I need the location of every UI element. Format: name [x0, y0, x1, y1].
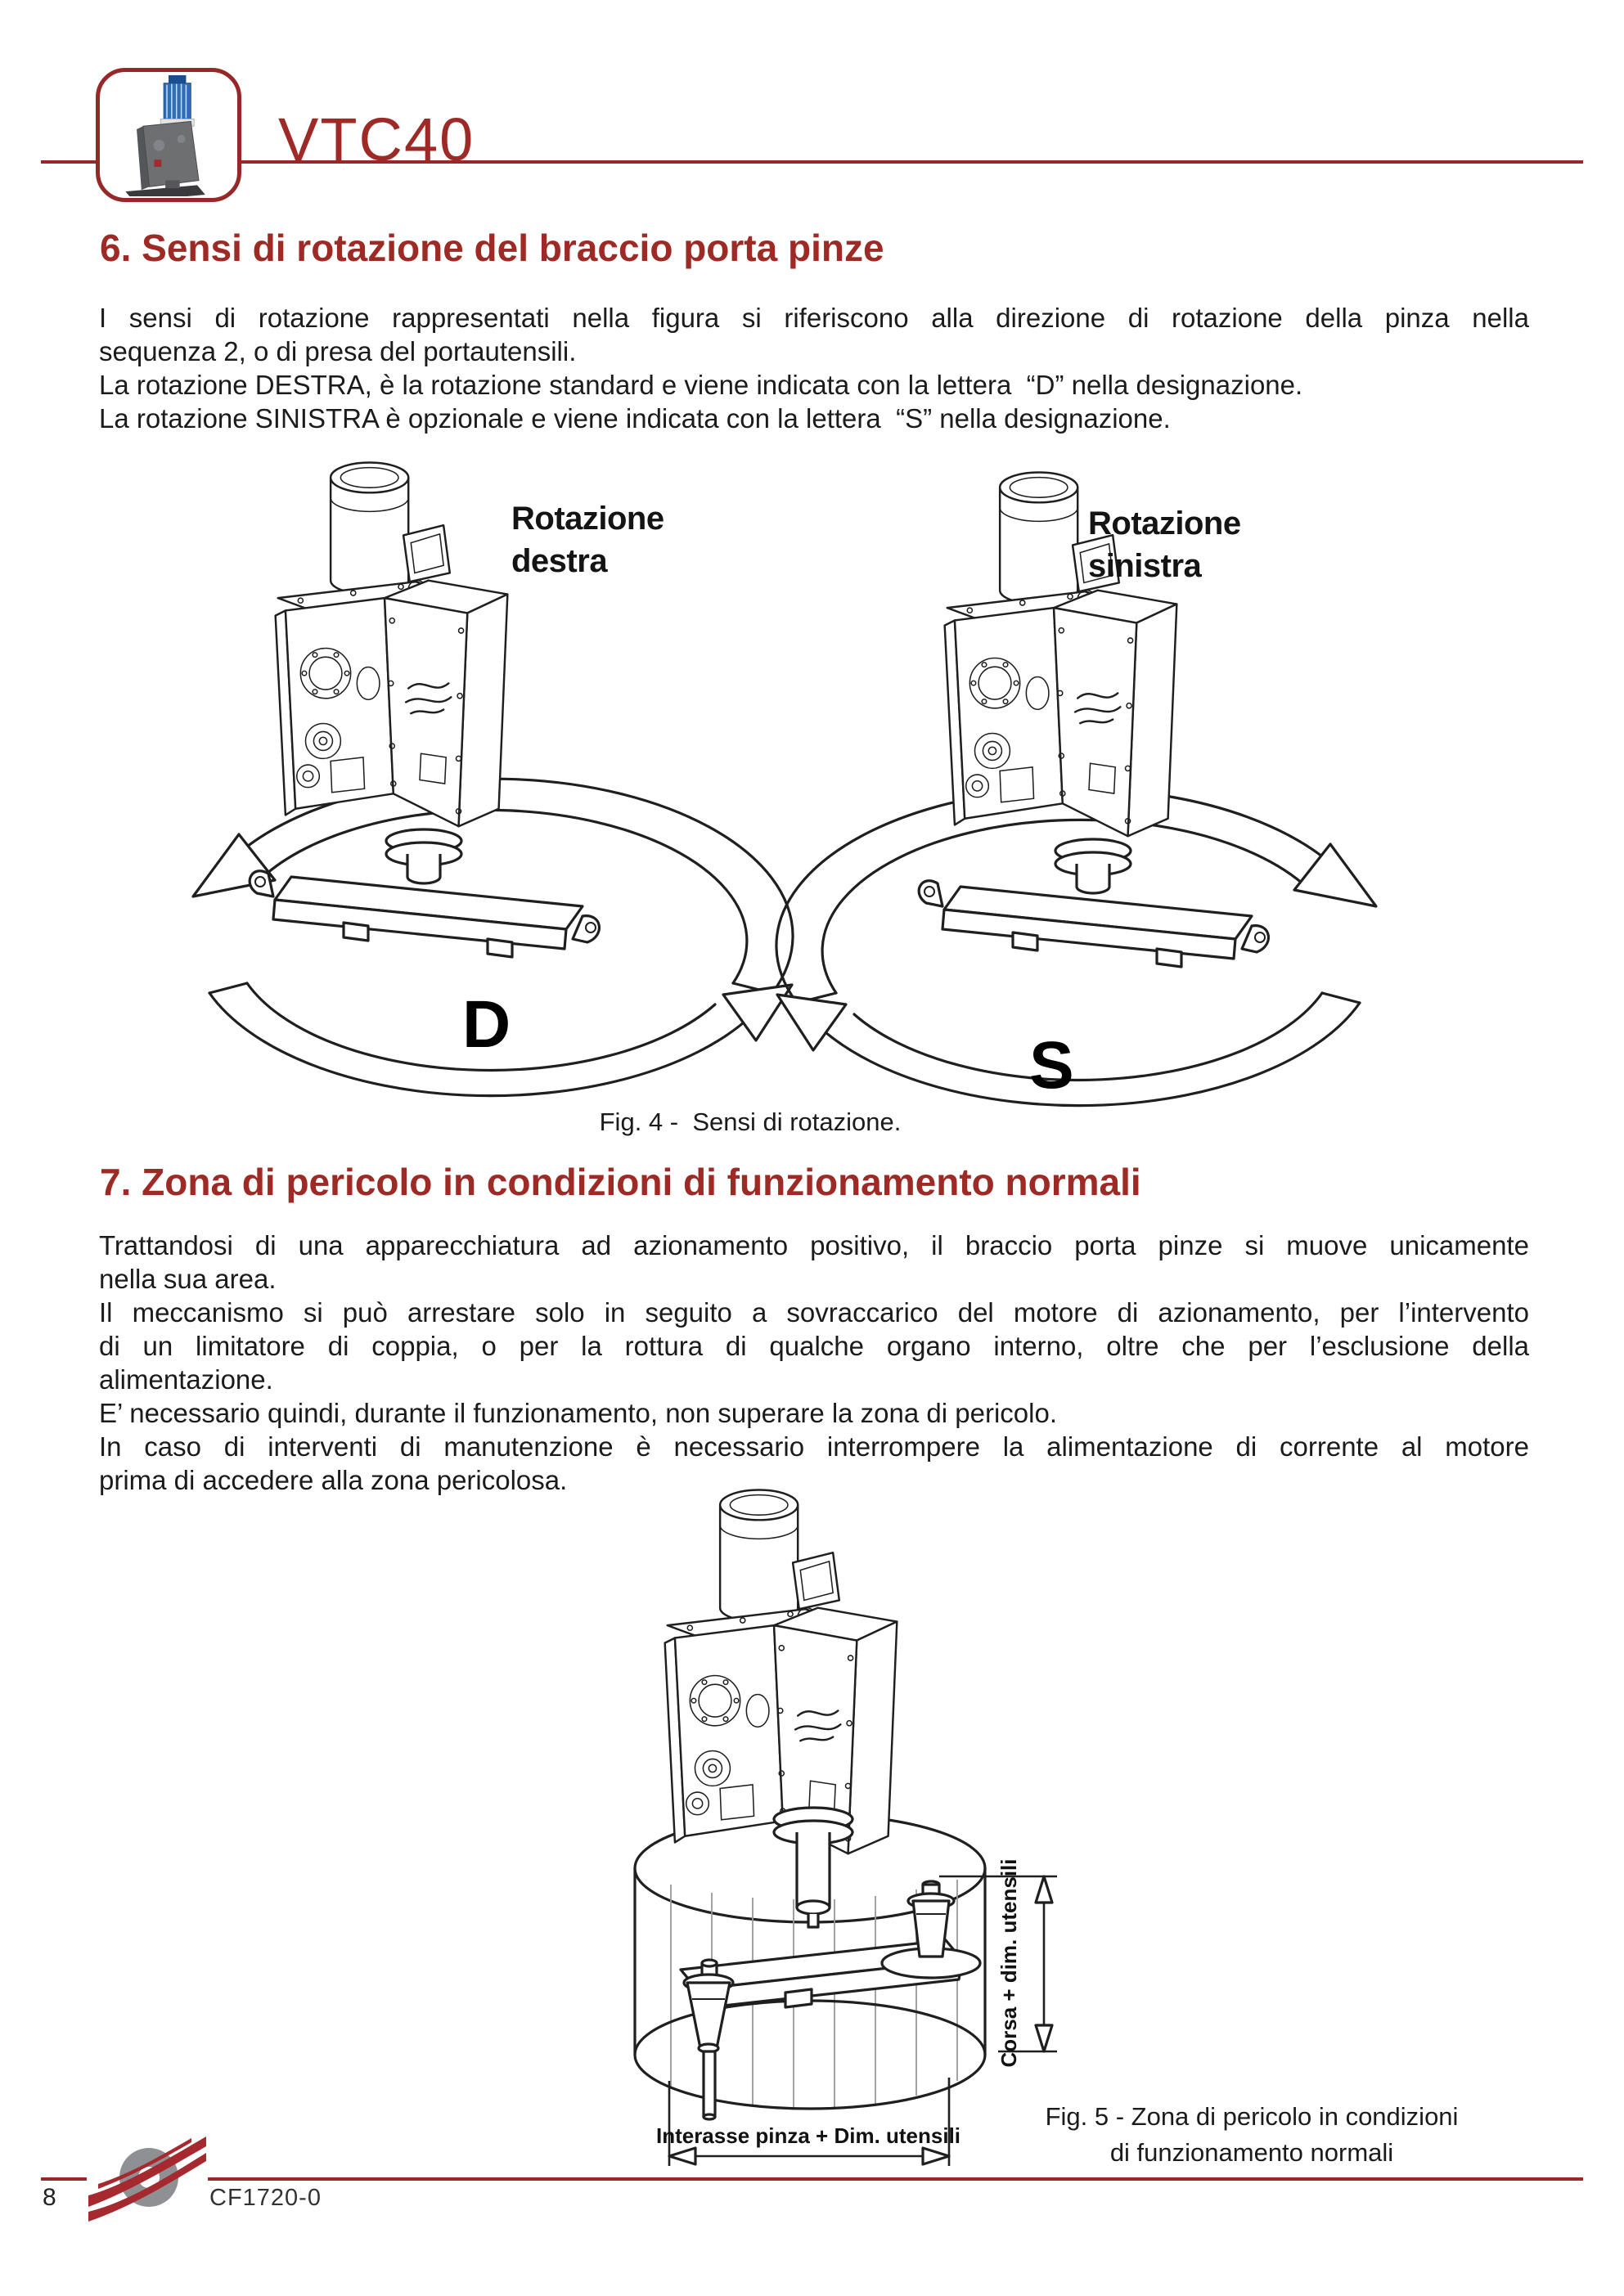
- header-logo-box: [96, 68, 241, 202]
- rotation-right-drawing: [98, 448, 802, 1103]
- gripper-arm: [250, 829, 599, 957]
- body-line: La rotazione SINISTRA è opzionale e viene indicata con la lettera “S” nella designazione.: [99, 403, 1171, 434]
- rotation-right-label: [511, 497, 664, 582]
- page-number: 8: [43, 2184, 56, 2211]
- rotation-left-label: [1088, 502, 1241, 587]
- body-line: In caso di interventi di manutenzione è necessario interrompere la alimentazione di corrente al motore: [99, 1431, 1529, 1462]
- body-line: Trattandosi di una apparecchiatura ad azionamento positivo, il braccio porta pinze si muove unicamente: [99, 1230, 1529, 1260]
- rotation-ring-back: [776, 789, 1376, 1003]
- body-line: prima di accedere alla zona pericolosa.: [99, 1465, 568, 1495]
- body-line: di un limitatore di coppia, o per la rottura di qualche organo interno, oltre che per l’esclusione della: [99, 1331, 1529, 1361]
- body-line: sequenza 2, o di presa del portautensili.: [99, 336, 577, 366]
- label-line: Rotazione: [1088, 505, 1241, 541]
- figure-4-caption: Fig. 4 - Sensi di rotazione.: [599, 1108, 902, 1136]
- body-line: La rotazione DESTRA, è la rotazione standard e viene indicata con la lettera “D” nella designazione.: [99, 370, 1303, 400]
- spindle: [774, 1808, 852, 1927]
- body-line: I sensi di rotazione rappresentati nella figura si riferiscono alla direzione di rotazione della pinza nella: [99, 303, 1529, 333]
- section-7-heading: 7. Zona di pericolo in condizioni di funzionamento normali: [100, 1161, 1141, 1203]
- section-7-body: [99, 1229, 1529, 1497]
- caption-line: Fig. 5 - Zona di pericolo in condizioni: [1045, 2102, 1459, 2131]
- rotation-arrowhead: [1294, 844, 1376, 906]
- rotation-arrowhead: [777, 995, 846, 1050]
- tool-changer-machine: [665, 1490, 897, 1854]
- label-line: sinistra: [1088, 548, 1202, 584]
- dimension-horizontal: [656, 2078, 960, 2166]
- body-line: nella sua area.: [99, 1264, 277, 1294]
- section-6-heading: 6. Sensi di rotazione del braccio porta pinze: [100, 227, 884, 269]
- document-code: CF1720-0: [209, 2185, 322, 2211]
- body-line: E’ necessario quindi, durante il funzionamento, non superare la zona di pericolo.: [99, 1398, 1058, 1428]
- figure-5-caption: [1014, 2099, 1489, 2171]
- body-line: Il meccanismo si può arrestare solo in seguito a sovraccarico del motore di azionamento, per l’intervento: [99, 1297, 1529, 1328]
- letter-d: D: [462, 987, 511, 1062]
- caption-line: di funzionamento normali: [1109, 2138, 1394, 2167]
- danger-zone-drawing: [458, 1479, 1080, 2172]
- label-line: destra: [511, 543, 608, 579]
- gripper-arm: [919, 839, 1268, 967]
- header-rule: [41, 160, 1583, 164]
- dimension-horizontal-label: Interasse pinza + Dim. utensili: [655, 2123, 961, 2148]
- label-line: Rotazione: [511, 501, 664, 537]
- product-photo-icon: [101, 74, 236, 196]
- section-6-body: [99, 301, 1529, 435]
- toolholder-right: [882, 1881, 980, 1978]
- brand-gear-swoosh-logo: [87, 2133, 208, 2225]
- footer-rule: [41, 2177, 1583, 2181]
- tool-changer-machine: [276, 463, 508, 827]
- letter-s: S: [1029, 1028, 1074, 1103]
- page-title: VTC40: [278, 106, 475, 173]
- dimension-vertical-label: Corsa + dim. utensili: [996, 1858, 1021, 2068]
- body-line: alimentazione.: [99, 1364, 273, 1395]
